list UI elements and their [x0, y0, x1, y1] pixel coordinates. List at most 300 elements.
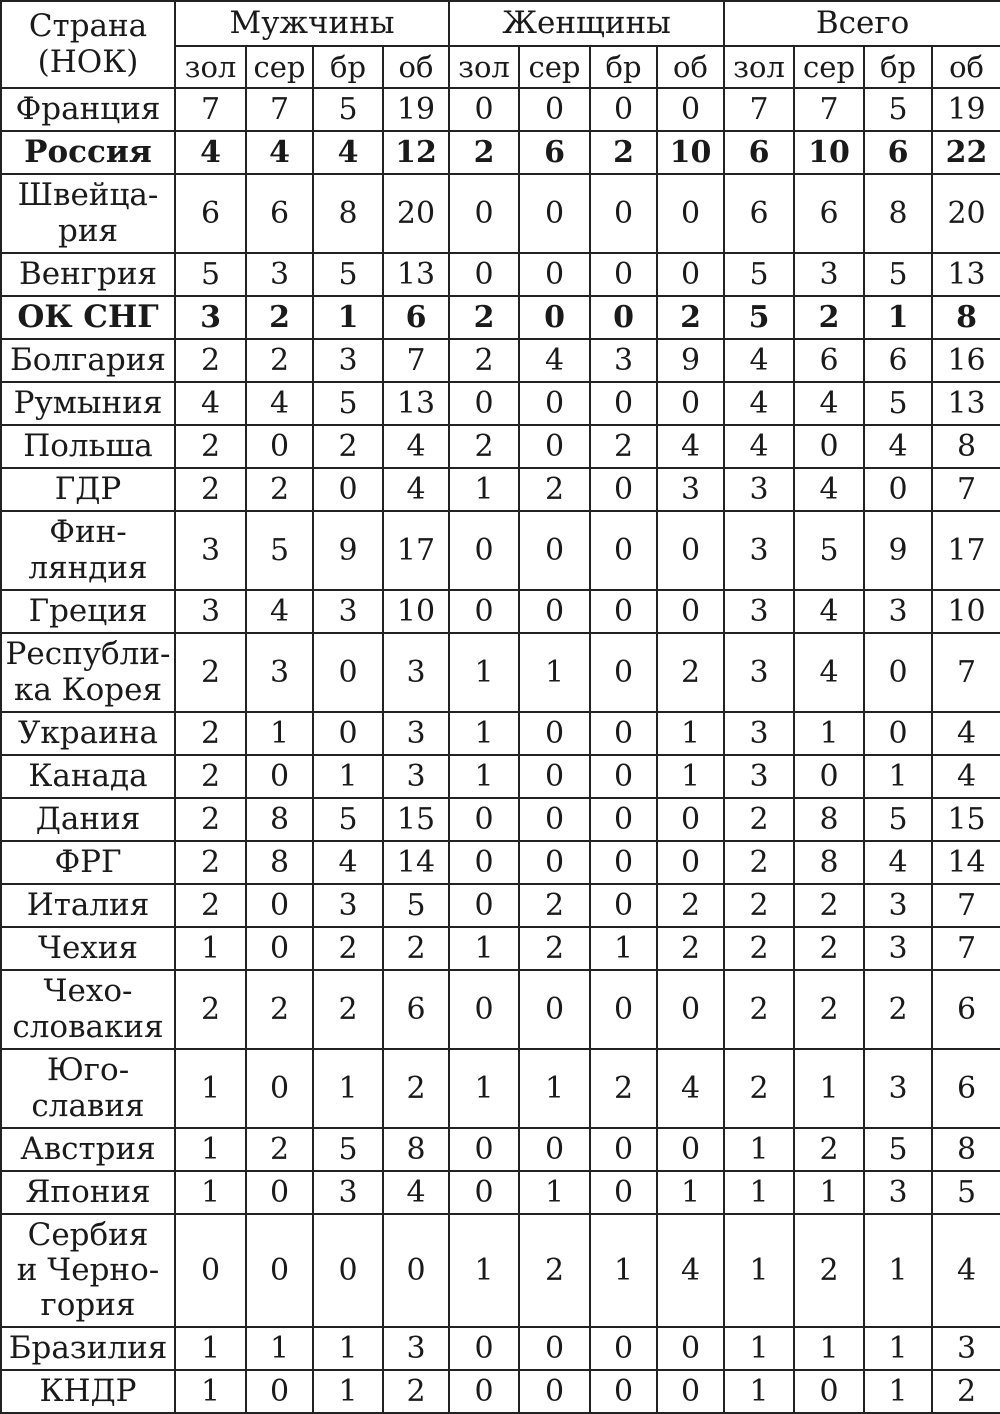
table-row [1, 798, 1000, 841]
country-name-line: Сербия [27, 1216, 149, 1253]
medal-count-cell: 8 [932, 1128, 1000, 1171]
medal-count-cell: 3 [383, 1327, 449, 1370]
medal-count-cell: 2 [449, 131, 519, 174]
medal-count-cell: 1 [724, 1128, 794, 1171]
medal-count-cell: 0 [519, 88, 590, 131]
medal-count-cell: 4 [175, 382, 246, 425]
table-row [1, 927, 1000, 970]
country-name-line: и Черно- [16, 1251, 160, 1288]
medal-count-cell: 0 [449, 798, 519, 841]
medal-count-cell: 2 [794, 927, 864, 970]
medal-count-cell: 20 [932, 174, 1000, 253]
medal-count-cell: 0 [590, 468, 657, 511]
medal-count-cell: 0 [519, 296, 590, 339]
medal-count-cell: 1 [175, 1171, 246, 1214]
medal-count-cell: 1 [724, 1327, 794, 1370]
medal-count-cell: 2 [724, 1049, 794, 1128]
country-name-line: Чехия [37, 929, 138, 966]
medal-count-cell: 5 [864, 382, 932, 425]
medal-count-cell: 4 [519, 339, 590, 382]
table-row [1, 755, 1000, 798]
table-row [1, 468, 1000, 511]
medal-count-cell: 5 [724, 296, 794, 339]
medal-count-cell: 3 [590, 339, 657, 382]
medal-count-cell: 4 [383, 468, 449, 511]
table-row [1, 174, 1000, 253]
medal-count-cell: 3 [794, 253, 864, 296]
table-row [1, 425, 1000, 468]
medal-count-cell: 3 [724, 468, 794, 511]
medal-count-cell: 2 [313, 927, 383, 970]
medal-count-cell: 1 [864, 755, 932, 798]
medal-count-cell: 6 [864, 339, 932, 382]
medal-count-cell: 1 [449, 755, 519, 798]
medal-count-cell: 3 [864, 1049, 932, 1128]
medal-count-cell: 7 [932, 468, 1000, 511]
medal-count-cell: 0 [864, 468, 932, 511]
country-name [1, 841, 175, 884]
medal-count-cell: 2 [657, 296, 724, 339]
country-name-line: ка Корея [13, 671, 163, 708]
medal-count-cell: 0 [657, 88, 724, 131]
medal-count-cell: 4 [313, 131, 383, 174]
medal-count-cell: 2 [175, 339, 246, 382]
medal-count-cell: 6 [794, 339, 864, 382]
subheader-total: об [657, 46, 724, 88]
medal-count-cell: 3 [864, 590, 932, 633]
country-name [1, 174, 175, 253]
medal-count-cell: 3 [864, 884, 932, 927]
medal-count-cell: 4 [932, 712, 1000, 755]
medal-count-cell: 2 [313, 970, 383, 1049]
medal-count-cell: 0 [590, 841, 657, 884]
medal-count-cell: 1 [519, 1049, 590, 1128]
subheader-gold: зол [724, 46, 794, 88]
medal-count-cell: 3 [313, 339, 383, 382]
medal-count-cell: 0 [246, 1049, 313, 1128]
medal-count-cell: 1 [590, 1214, 657, 1327]
medal-count-cell: 1 [794, 712, 864, 755]
country-name [1, 253, 175, 296]
country-header-line1: Страна [28, 7, 148, 44]
medal-count-cell: 6 [175, 174, 246, 253]
medal-count-cell: 0 [590, 1327, 657, 1370]
medal-count-cell: 1 [175, 1049, 246, 1128]
medal-count-cell: 0 [449, 511, 519, 590]
medal-count-cell: 1 [449, 1049, 519, 1128]
medal-count-cell: 5 [864, 253, 932, 296]
medal-count-cell: 13 [383, 253, 449, 296]
medal-count-cell: 8 [794, 798, 864, 841]
table-row [1, 1327, 1000, 1370]
country-name-line: Канада [28, 757, 148, 794]
medal-count-cell: 0 [519, 1128, 590, 1171]
country-name [1, 927, 175, 970]
medal-count-cell: 0 [590, 296, 657, 339]
medal-count-cell: 1 [449, 1214, 519, 1327]
medal-count-cell: 3 [657, 468, 724, 511]
medal-count-cell: 0 [519, 174, 590, 253]
medal-count-cell: 2 [449, 425, 519, 468]
medal-count-cell: 8 [794, 841, 864, 884]
medal-count-cell: 2 [724, 970, 794, 1049]
medal-count-cell: 7 [724, 88, 794, 131]
medal-count-cell: 6 [246, 174, 313, 253]
medal-count-cell: 1 [449, 927, 519, 970]
medal-count-cell: 1 [175, 1370, 246, 1413]
medal-count-cell: 0 [519, 712, 590, 755]
medal-count-cell: 2 [246, 468, 313, 511]
medal-count-cell: 15 [932, 798, 1000, 841]
country-name-line: Франция [15, 90, 161, 127]
medal-count-cell: 2 [246, 296, 313, 339]
medal-count-cell: 1 [864, 1327, 932, 1370]
medal-count-cell: 1 [449, 712, 519, 755]
country-name-line: гория [40, 1287, 136, 1323]
medal-count-cell: 3 [724, 712, 794, 755]
country-name-line: Фин- [49, 514, 127, 551]
table-row [1, 296, 1000, 339]
medal-count-cell: 0 [590, 253, 657, 296]
subheader-gold: зол [449, 46, 519, 88]
medal-count-cell: 2 [794, 296, 864, 339]
medal-count-cell: 4 [864, 425, 932, 468]
country-name [1, 425, 175, 468]
medal-count-cell: 0 [590, 1370, 657, 1413]
country-name-line: Греция [28, 592, 148, 629]
country-name [1, 131, 175, 174]
total-header: Всего [724, 1, 1000, 46]
country-name-line: Румыния [13, 384, 163, 421]
medal-count-cell: 2 [175, 468, 246, 511]
country-name-line: Польша [23, 427, 153, 464]
medal-count-cell: 1 [313, 296, 383, 339]
medal-count-cell: 0 [657, 590, 724, 633]
medal-count-cell: 14 [383, 841, 449, 884]
medal-count-cell: 2 [175, 712, 246, 755]
medal-count-cell: 2 [313, 425, 383, 468]
medal-count-cell: 15 [383, 798, 449, 841]
medal-count-cell: 2 [724, 884, 794, 927]
medal-count-cell: 2 [794, 884, 864, 927]
medal-count-cell: 2 [175, 755, 246, 798]
country-name [1, 1214, 175, 1327]
medal-count-cell: 0 [246, 755, 313, 798]
country-name [1, 884, 175, 927]
country-name-line: славия [31, 1087, 145, 1124]
women-header: Женщины [449, 1, 724, 46]
medal-count-cell: 3 [724, 590, 794, 633]
medal-count-cell: 0 [519, 755, 590, 798]
medal-count-cell: 0 [590, 382, 657, 425]
medal-count-cell: 6 [724, 131, 794, 174]
medal-count-cell: 0 [657, 382, 724, 425]
medal-count-cell: 4 [932, 755, 1000, 798]
table-row [1, 633, 1000, 712]
medal-count-cell: 10 [657, 131, 724, 174]
medal-count-cell: 19 [932, 88, 1000, 131]
medal-count-cell: 0 [313, 712, 383, 755]
country-name [1, 339, 175, 382]
medal-count-cell: 4 [932, 1214, 1000, 1327]
medal-count-cell: 1 [449, 633, 519, 712]
medal-count-cell: 3 [313, 590, 383, 633]
table-row [1, 1171, 1000, 1214]
medal-count-cell: 3 [175, 511, 246, 590]
medal-count-cell: 0 [519, 382, 590, 425]
medal-count-cell: 0 [590, 798, 657, 841]
table-row [1, 590, 1000, 633]
medal-count-cell: 2 [794, 1128, 864, 1171]
medal-count-cell: 3 [313, 884, 383, 927]
medal-count-cell: 17 [932, 511, 1000, 590]
table-row [1, 131, 1000, 174]
medal-count-cell: 1 [175, 1128, 246, 1171]
medal-count-cell: 2 [383, 1049, 449, 1128]
table-row [1, 970, 1000, 1049]
medal-count-cell: 1 [864, 1214, 932, 1327]
table-row [1, 382, 1000, 425]
medal-count-cell: 4 [246, 590, 313, 633]
medal-count-cell: 7 [794, 88, 864, 131]
country-name [1, 1327, 175, 1370]
medal-count-cell: 6 [794, 174, 864, 253]
medal-count-cell: 0 [590, 88, 657, 131]
country-name [1, 798, 175, 841]
medal-count-cell: 0 [590, 1171, 657, 1214]
medal-count-cell: 0 [657, 970, 724, 1049]
medal-count-cell: 5 [864, 798, 932, 841]
medal-count-cell: 5 [932, 1171, 1000, 1214]
country-name [1, 1171, 175, 1214]
country-name-line: ляндия [28, 549, 148, 586]
subheader-bronze: бр [590, 46, 657, 88]
medal-count-cell: 5 [724, 253, 794, 296]
medal-count-cell: 4 [724, 382, 794, 425]
medal-count-cell: 4 [657, 1214, 724, 1327]
medal-count-cell: 0 [246, 927, 313, 970]
medal-count-cell: 1 [313, 1370, 383, 1413]
subheader-silver: сер [246, 46, 313, 88]
medal-count-cell: 4 [724, 425, 794, 468]
medal-count-cell: 5 [313, 798, 383, 841]
table-row [1, 1049, 1000, 1128]
medal-count-cell: 3 [864, 1171, 932, 1214]
medal-count-cell: 1 [449, 468, 519, 511]
medal-count-cell: 0 [313, 468, 383, 511]
country-name-line: Швейца- [17, 177, 159, 214]
medal-count-cell: 0 [519, 1370, 590, 1413]
medal-count-cell: 16 [932, 339, 1000, 382]
medal-count-cell: 4 [175, 131, 246, 174]
medal-count-cell: 5 [383, 884, 449, 927]
medal-count-cell: 1 [864, 296, 932, 339]
table-row [1, 253, 1000, 296]
medal-count-cell: 2 [383, 927, 449, 970]
subheader-silver: сер [519, 46, 590, 88]
country-name-line: рия [57, 212, 119, 249]
medal-count-cell: 4 [794, 382, 864, 425]
country-name-line: Австрия [20, 1130, 156, 1167]
medal-count-cell: 0 [519, 798, 590, 841]
medal-count-cell: 2 [657, 884, 724, 927]
medal-count-cell: 10 [794, 131, 864, 174]
medal-count-cell: 2 [724, 841, 794, 884]
table-row [1, 339, 1000, 382]
medal-count-cell: 5 [313, 253, 383, 296]
medal-count-cell: 4 [246, 131, 313, 174]
medal-count-cell: 17 [383, 511, 449, 590]
medal-count-cell: 2 [383, 1370, 449, 1413]
country-name [1, 511, 175, 590]
country-name-line: ФРГ [54, 843, 122, 880]
country-name [1, 468, 175, 511]
medal-count-cell: 4 [794, 590, 864, 633]
country-header-line2: (НОК) [37, 43, 139, 80]
medal-count-cell: 1 [864, 1370, 932, 1413]
medal-count-cell: 4 [246, 382, 313, 425]
medal-count-cell: 13 [383, 382, 449, 425]
medal-count-cell: 0 [590, 511, 657, 590]
medal-count-cell: 0 [449, 88, 519, 131]
medal-count-cell: 1 [519, 633, 590, 712]
medal-count-cell: 7 [383, 339, 449, 382]
medal-count-cell: 5 [246, 511, 313, 590]
country-name [1, 382, 175, 425]
medal-count-cell: 1 [794, 1049, 864, 1128]
medal-count-cell: 0 [590, 590, 657, 633]
medal-count-cell: 6 [519, 131, 590, 174]
table-row [1, 884, 1000, 927]
table-row [1, 1214, 1000, 1327]
medal-count-cell: 0 [383, 1214, 449, 1327]
medal-count-cell: 2 [175, 884, 246, 927]
medal-count-cell: 1 [246, 1327, 313, 1370]
medal-count-cell: 0 [449, 884, 519, 927]
medal-count-cell: 19 [383, 88, 449, 131]
medal-count-cell: 0 [246, 1370, 313, 1413]
medal-count-cell: 0 [519, 1327, 590, 1370]
medal-count-cell: 2 [175, 798, 246, 841]
medal-count-cell: 5 [864, 1128, 932, 1171]
medal-count-cell: 0 [657, 1370, 724, 1413]
medal-count-cell: 3 [724, 755, 794, 798]
medal-count-cell: 4 [724, 339, 794, 382]
medal-count-cell: 13 [932, 382, 1000, 425]
medal-count-cell: 1 [313, 755, 383, 798]
country-name-line: ГДР [54, 470, 122, 507]
subheader-total: об [932, 46, 1000, 88]
medal-count-cell: 14 [932, 841, 1000, 884]
medal-count-cell: 1 [724, 1370, 794, 1413]
country-name [1, 296, 175, 339]
medal-count-cell: 3 [724, 633, 794, 712]
country-name-line: Италия [26, 886, 150, 923]
medal-count-cell: 2 [175, 970, 246, 1049]
medal-count-cell: 3 [175, 296, 246, 339]
medal-count-cell: 13 [932, 253, 1000, 296]
medal-count-cell: 2 [590, 1049, 657, 1128]
medal-count-cell: 2 [590, 425, 657, 468]
medal-count-cell: 0 [590, 174, 657, 253]
country-name-line: Республи- [5, 636, 171, 673]
medal-count-cell: 3 [313, 1171, 383, 1214]
medal-count-cell: 0 [657, 1327, 724, 1370]
medal-count-cell: 0 [794, 1370, 864, 1413]
medal-count-cell: 0 [449, 970, 519, 1049]
medal-count-cell: 0 [794, 755, 864, 798]
medal-count-cell: 0 [313, 1214, 383, 1327]
medal-count-cell: 0 [590, 884, 657, 927]
medal-count-cell: 2 [449, 339, 519, 382]
country-name [1, 1049, 175, 1128]
medal-count-cell: 0 [657, 174, 724, 253]
subheader-bronze: бр [313, 46, 383, 88]
country-name-line: Болгария [10, 341, 166, 378]
country-name-line: Юго- [46, 1052, 130, 1089]
medal-count-cell: 0 [449, 1327, 519, 1370]
medal-count-cell: 5 [794, 511, 864, 590]
medal-count-cell: 2 [794, 1214, 864, 1327]
medal-count-cell: 2 [519, 468, 590, 511]
medal-count-cell: 4 [657, 1049, 724, 1128]
medal-count-cell: 3 [175, 590, 246, 633]
medal-count-cell: 8 [246, 841, 313, 884]
medal-count-cell: 2 [794, 970, 864, 1049]
medal-count-cell: 0 [449, 382, 519, 425]
medal-count-cell: 7 [246, 88, 313, 131]
table-body [1, 88, 1000, 1413]
medal-count-cell: 0 [175, 1214, 246, 1327]
medal-count-cell: 1 [175, 927, 246, 970]
medal-count-cell: 1 [590, 927, 657, 970]
medal-count-cell: 1 [313, 1049, 383, 1128]
medal-count-cell: 3 [932, 1327, 1000, 1370]
table-row [1, 712, 1000, 755]
medal-count-cell: 2 [519, 884, 590, 927]
medal-count-cell: 2 [519, 927, 590, 970]
medal-count-cell: 2 [175, 841, 246, 884]
country-name-line: Венгрия [18, 255, 158, 292]
medal-count-cell: 22 [932, 131, 1000, 174]
medal-count-cell: 0 [519, 841, 590, 884]
medal-count-cell: 0 [590, 970, 657, 1049]
medal-count-cell: 4 [864, 841, 932, 884]
men-header: Мужчины [175, 1, 449, 46]
medal-count-cell: 2 [519, 1214, 590, 1327]
country-name-line: КНДР [39, 1372, 137, 1409]
medal-count-cell: 8 [932, 425, 1000, 468]
medal-count-cell: 3 [383, 712, 449, 755]
medal-count-cell: 6 [932, 1049, 1000, 1128]
medal-count-cell: 4 [657, 425, 724, 468]
table-row [1, 1370, 1000, 1413]
medal-count-cell: 2 [246, 1128, 313, 1171]
country-name [1, 1370, 175, 1413]
medal-count-cell: 0 [519, 970, 590, 1049]
medal-count-cell: 2 [932, 1370, 1000, 1413]
medal-count-cell: 4 [383, 1171, 449, 1214]
medal-count-cell: 0 [246, 1171, 313, 1214]
country-name-line: Чехо- [43, 973, 133, 1010]
medal-count-cell: 3 [724, 511, 794, 590]
subheader-bronze: бр [864, 46, 932, 88]
medal-count-cell: 9 [864, 511, 932, 590]
header-row-groups [1, 1, 1000, 46]
country-name-line: Бразилия [8, 1329, 168, 1366]
medal-count-cell: 0 [864, 633, 932, 712]
medal-count-cell: 0 [449, 590, 519, 633]
